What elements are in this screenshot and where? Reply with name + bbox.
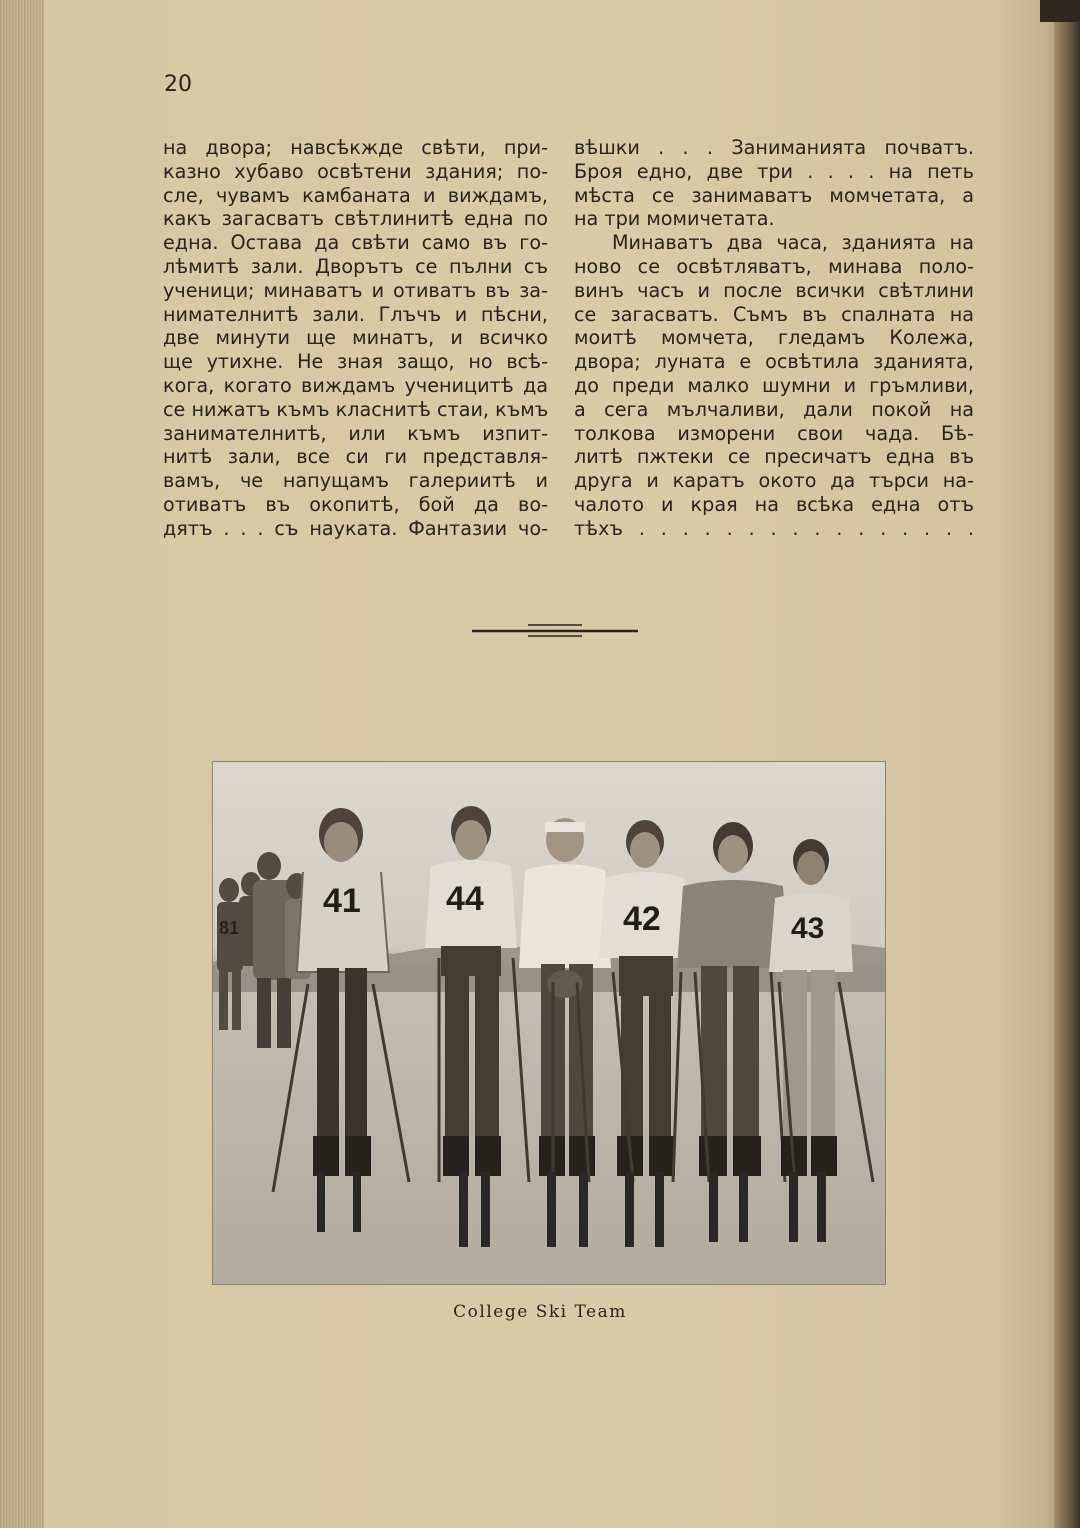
text-line: сле, чувамъ камбаната и виждамъ, [163, 183, 548, 207]
text-line: тѣхъ . . . . . . . . . . . . . . . . [574, 516, 974, 540]
jersey-number: 42 [623, 900, 661, 938]
text-line: друга и каратъ окото да търси на- [574, 469, 974, 493]
text-line: вамъ, че напущамъ галериитѣ и [163, 469, 548, 493]
text-line: лѣмитѣ зали. Дворътъ се пълни съ [163, 254, 548, 278]
text-line: до преди малко шумни и гръмливи, [574, 373, 974, 397]
jersey-number: 44 [446, 880, 484, 918]
text-line: толкова изморени свои чада. Бѣ- [574, 421, 974, 445]
text-line: двора; луната е освѣтила зданията, [574, 350, 974, 374]
text-line: вѣшки . . . Заниманията почватъ. [574, 136, 974, 159]
section-divider-ornament [470, 620, 640, 640]
text-line: а сега мълчаливи, дали покой на [574, 397, 974, 421]
page-number: 20 [164, 72, 192, 97]
text-line: ученици; минаватъ и отиватъ въ за- [163, 278, 548, 302]
text-column-left [163, 136, 548, 541]
jersey-number: 43 [791, 912, 825, 945]
stacked-page-edges [0, 0, 44, 1528]
text-line: ново се освѣтляватъ, минава поло- [574, 254, 974, 278]
ski-team-photograph [213, 762, 885, 1284]
text-line: се загасватъ. Съмъ въ спалната на [574, 302, 974, 326]
text-column-right [574, 136, 974, 541]
text-line: една. Остава да свѣти само въ го- [163, 231, 548, 255]
text-line: казно хубаво освѣтени здания; по- [163, 159, 548, 183]
text-line: винъ часъ и после всички свѣтлини [574, 278, 974, 302]
text-line: на двора; навсѣкжде свѣти, при- [163, 136, 548, 159]
jersey-number: 41 [323, 882, 361, 920]
text-line: занимателнитѣ, или къмъ изпит- [163, 421, 548, 445]
text-line: на три момичетата. [574, 207, 775, 231]
text-line: отиватъ въ окопитѣ, бой да во- [163, 492, 548, 516]
text-line: литѣ пжтеки се пресичатъ една въ [574, 445, 974, 469]
text-line: дятъ . . . съ науката. Фантазии чо- [163, 516, 548, 540]
corner-shadow [1040, 0, 1080, 22]
text-line: нитѣ зали, все си ги представля- [163, 445, 548, 469]
photo-illustration [213, 762, 885, 1284]
text-line: мѣста се занимаватъ момчетата, а [574, 183, 974, 207]
text-line: нимателнитѣ зали. Глъчъ и пѣсни, [163, 302, 548, 326]
text-line: чалото и края на всѣка една отъ [574, 492, 974, 516]
background-bib-number: 81 [219, 918, 240, 938]
text-line: кога, когато виждамъ ученицитѣ да [163, 373, 548, 397]
page-gutter-shadow [1054, 0, 1080, 1528]
text-line: ще утихне. Не зная защо, но всѣ- [163, 350, 548, 374]
text-line: моитѣ момчета, гледамъ Колежа, [574, 326, 974, 350]
text-line: какъ загасватъ свѣтлинитѣ една по [163, 207, 548, 231]
text-line: Броя едно, две три . . . . на петь [574, 159, 974, 183]
text-line: две минути ще минатъ, и всичко [163, 326, 548, 350]
text-line: се нижатъ къмъ класнитѣ стаи, къмъ [163, 397, 549, 421]
text-line: Минаватъ два часа, зданията на [612, 231, 974, 255]
photo-caption: College Ski Team [453, 1302, 627, 1322]
